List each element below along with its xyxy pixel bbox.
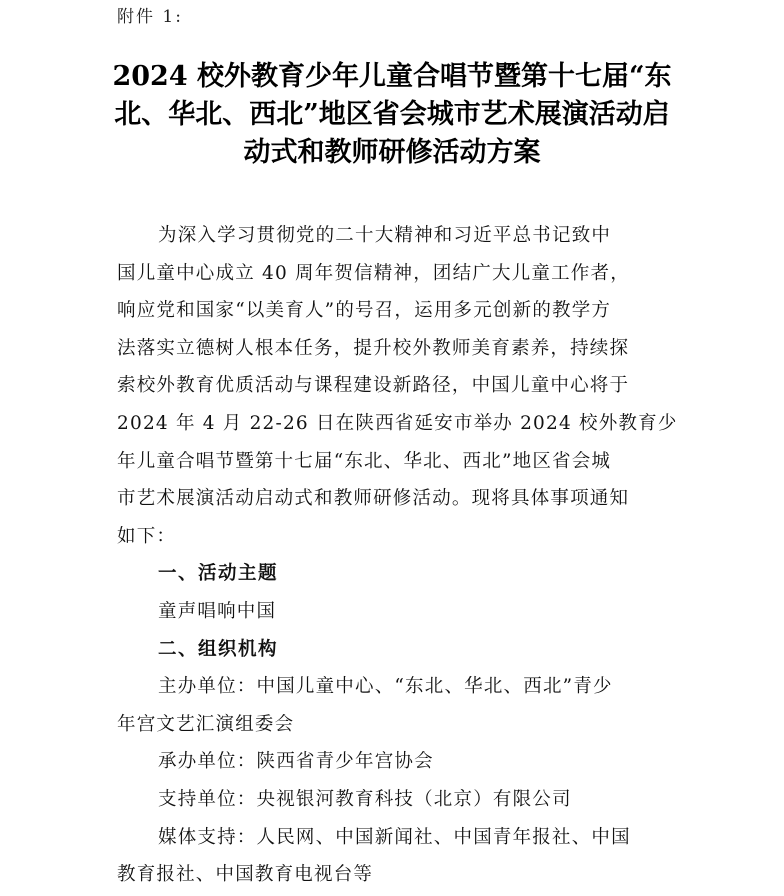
paragraph-line: 市艺术展演活动启动式和教师研修活动。现将具体事项通知 [117,488,630,510]
paragraph-line: 法落实立德树人根本任务，提升校外教师美育素养，持续探 [117,337,630,359]
paragraph-line: 响应党和国家“以美育人”的号召，运用多元创新的教学方 [117,300,612,322]
section-heading-theme: 一、活动主题 [158,563,279,585]
attachment-label: 附件 1: [117,7,183,27]
title-line-1: 2024 校外教育少年儿童合唱节暨第十七届“东 [112,61,672,92]
host-line: 承办单位：陕西省青少年宫协会 [158,751,434,773]
paragraph-line: 为深入学习贯彻党的二十大精神和习近平总书记致中 [158,225,612,246]
paragraph-line: 年儿童合唱节暨第十七届“东北、华北、西北”地区省会城 [117,450,612,472]
support-line: 支持单位：央视银河教育科技（北京）有限公司 [158,788,572,810]
media-support-line: 媒体支持：人民网、中国新闻社、中国青年报社、中国 [158,826,631,848]
title-line-3: 动式和教师研修活动方案 [243,137,541,168]
title-line-2: 北、华北、西北”地区省会城市艺术展演活动启 [114,99,670,130]
organizer-line-continued: 年宫文艺汇演组委会 [117,713,295,735]
document-body [117,217,678,894]
paragraph-line: 如下： [117,525,177,547]
organizer-line: 主办单位：中国儿童中心、“东北、华北、西北”青少 [158,676,613,698]
paragraph-line: 2024 年 4 月 22-26 日在陕西省延安市举办 2024 校外教育少 [117,412,678,434]
theme-text: 童声唱响中国 [158,600,277,622]
document-title [60,58,724,172]
paragraph-line: 国儿童中心成立 40 周年贺信精神，团结广大儿童工作者， [117,262,630,284]
media-support-line-continued: 教育报社、中国教育电视台等 [117,864,374,886]
section-heading-organization: 二、组织机构 [158,638,279,660]
paragraph-line: 索校外教育优质活动与课程建设新路径，中国儿童中心将于 [117,375,630,397]
